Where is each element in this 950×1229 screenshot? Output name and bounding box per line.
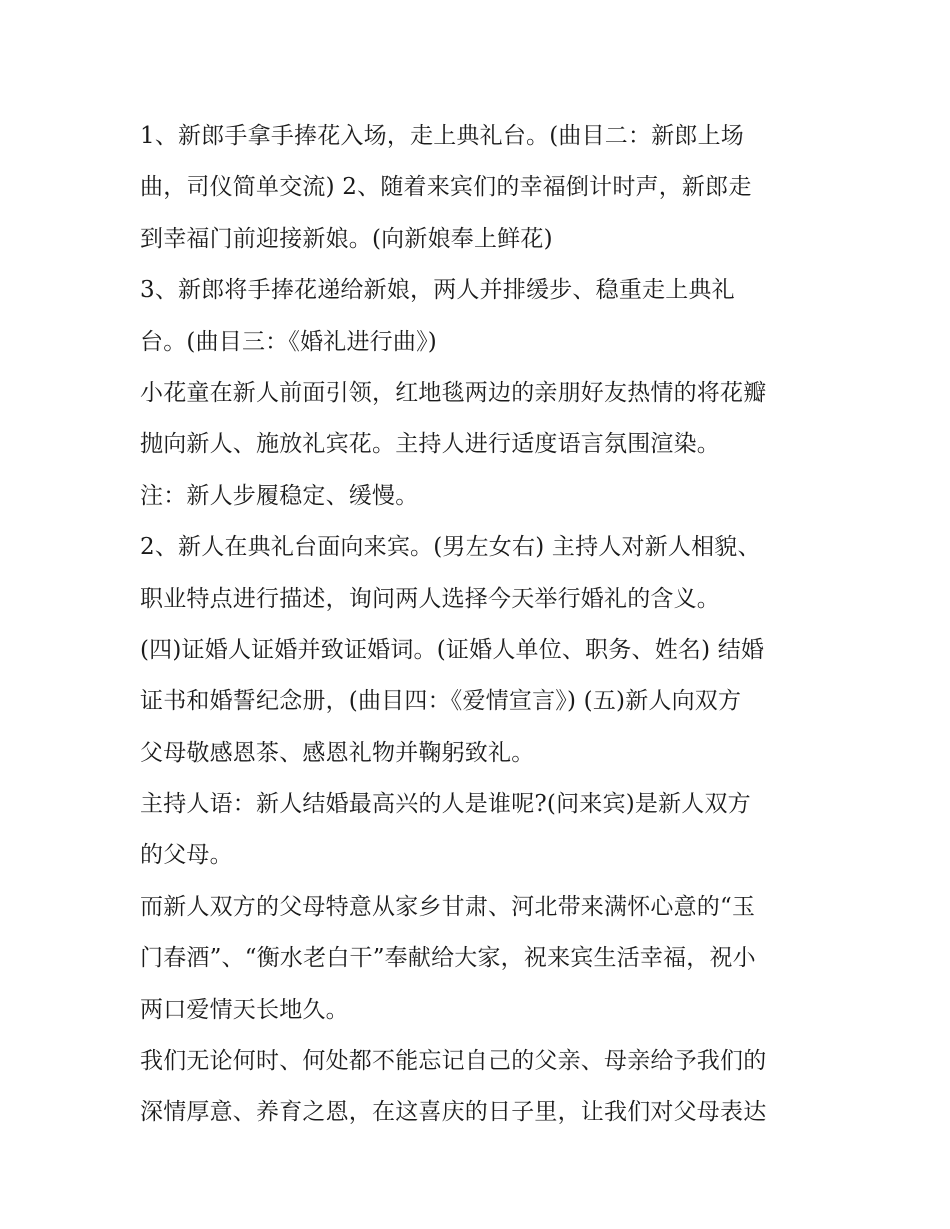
- text-line: 到幸福门前迎接新娘。(向新娘奉上鲜花): [140, 225, 553, 252]
- text-line: 两口爱情天长地久。: [140, 996, 349, 1023]
- text-line: 1、新郎手拿手捧花入场，走上典礼台。(曲目二：新郎上场: [140, 123, 745, 149]
- text-line: 3、新郎将手捧花递给新娘，两人并排缓步、稳重走上典礼: [140, 277, 735, 304]
- text-line: (四)证婚人证婚并致证婚词。(证婚人单位、职务、姓名) 结婚: [140, 636, 765, 663]
- text-line: 深情厚意、养育之恩，在这喜庆的日子里，让我们对父母表达: [140, 1099, 767, 1126]
- text-line: 的父母。: [140, 842, 233, 869]
- text-line: 小花童在新人前面引领，红地毯两边的亲朋好友热情的将花瓣: [140, 379, 767, 406]
- text-line: 而新人双方的父母特意从家乡甘肃、河北带来满怀心意的“玉: [140, 893, 756, 920]
- text-line: 台。(曲目三：《婚礼进行曲》): [140, 328, 437, 355]
- text-line: 抛向新人、施放礼宾花。主持人进行适度语言氛围渲染。: [140, 431, 720, 458]
- text-line: 曲，司仪简单交流) 2、随着来宾们的幸福倒计时声，新郎走: [140, 174, 752, 201]
- text-line: 职业特点进行描述，询问两人选择今天举行婚礼的含义。: [140, 585, 720, 612]
- text-line: 门春酒”、“衡水老白干”奉献给大家，祝来宾生活幸福，祝小: [140, 945, 756, 972]
- document-body: [140, 111, 820, 1139]
- text-line: 注：新人步履稳定、缓慢。: [140, 482, 419, 509]
- text-line: 2、新人在典礼台面向来宾。(男左女右) 主持人对新人相貌、: [140, 534, 761, 561]
- text-line: 证书和婚誓纪念册，(曲目四：《爱情宣言》) (五)新人向双方: [140, 688, 742, 715]
- text-line: 主持人语：新人结婚最高兴的人是谁呢?(问来宾)是新人双方: [140, 791, 751, 818]
- text-line: 父母敬感恩茶、感恩礼物并鞠躬致礼。: [140, 739, 535, 766]
- text-line: 我们无论何时、何处都不能忘记自己的父亲、母亲给予我们的: [140, 1048, 767, 1075]
